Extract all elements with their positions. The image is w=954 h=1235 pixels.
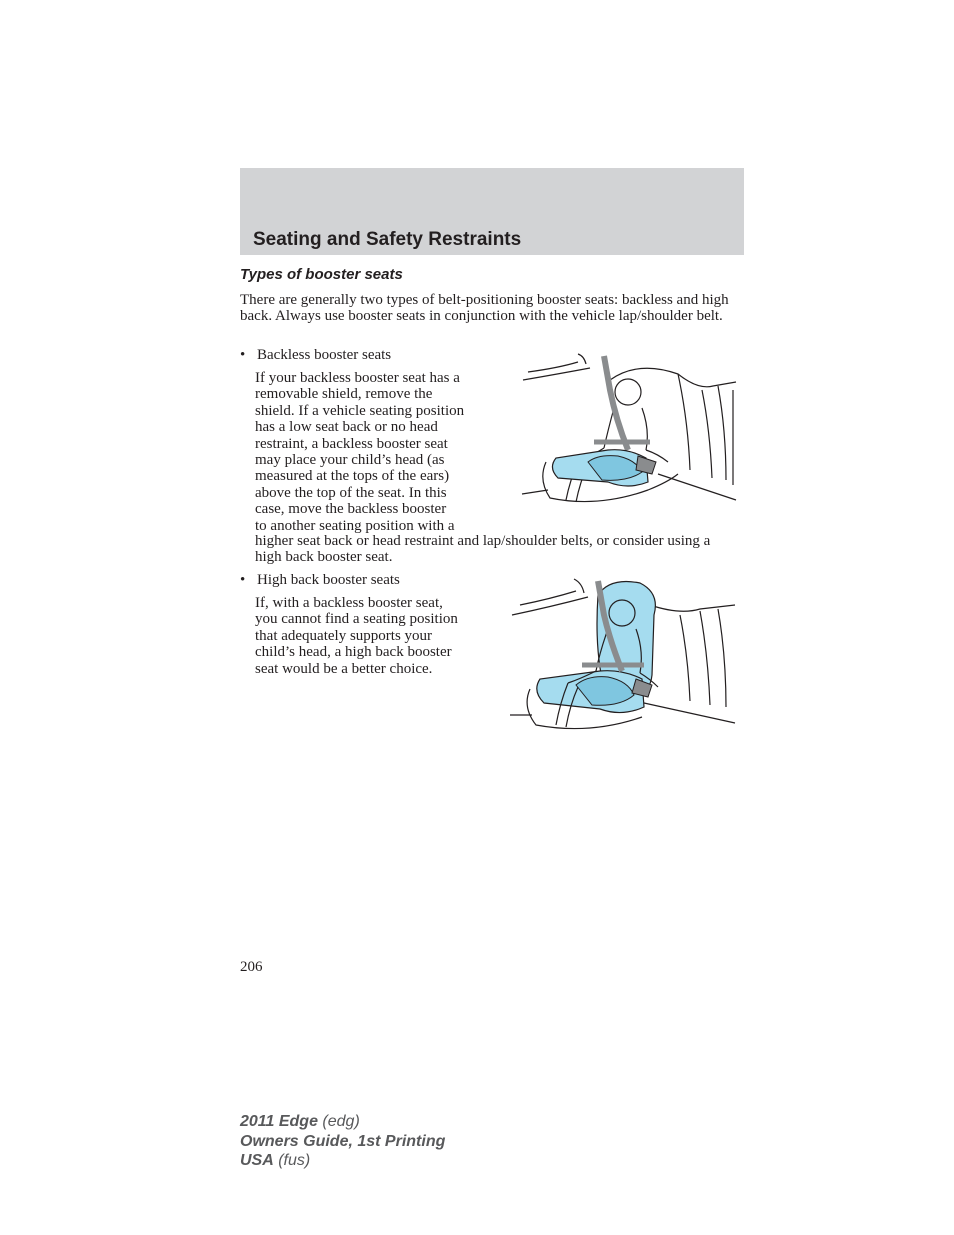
text-line: measured at the tops of the ears) xyxy=(255,468,450,485)
backless-booster-seat-illustration-icon xyxy=(518,350,740,510)
text-line: to another seating position with a xyxy=(255,517,455,534)
footer-line-market xyxy=(240,1151,445,1171)
document-footer xyxy=(240,1112,445,1171)
section-header-band xyxy=(240,168,744,255)
footer-model: 2011 Edge xyxy=(240,1113,318,1130)
intro-paragraph: There are generally two types of belt-positioning booster seats: backless and high back. Always use booster seats in conjunction with the vehicle lap/shoulder belt. xyxy=(240,292,729,325)
high-back-booster-seat-illustration-icon xyxy=(510,575,738,737)
bullet-backless xyxy=(240,347,392,363)
text-line: shield. If a vehicle seating position xyxy=(255,402,465,419)
text-line: that adequately supports your xyxy=(255,627,433,644)
footer-market-code: (fus) xyxy=(273,1152,311,1169)
footer-line-model xyxy=(240,1112,445,1132)
section-title: Seating and Safety Restraints xyxy=(253,229,522,250)
bullet-dot: • xyxy=(240,347,246,363)
high-back-paragraph xyxy=(255,595,505,677)
text-line: child’s head, a high back booster xyxy=(255,644,452,661)
page-number: 206 xyxy=(240,959,263,975)
backless-paragraph xyxy=(255,370,505,534)
text-line: has a low seat back or no head xyxy=(255,419,438,436)
subheading: Types of booster seats xyxy=(240,266,403,283)
text-line: you cannot find a seating position xyxy=(255,611,458,628)
footer-market: USA xyxy=(240,1152,274,1169)
text-line: If your backless booster seat has a xyxy=(255,370,460,386)
bullet-label: Backless booster seats xyxy=(257,347,392,363)
text-line: case, move the backless booster xyxy=(255,501,447,518)
footer-guide: Owners Guide, 1st Printing xyxy=(240,1132,446,1150)
text-line: If, with a backless booster seat, xyxy=(255,595,443,611)
backless-paragraph-continued: higher seat back or head restraint and lap/shoulder belts, or consider using a high back booster seat. xyxy=(255,533,711,566)
text-line: restraint, a backless booster seat xyxy=(255,435,448,452)
text-line: above the top of the seat. In this xyxy=(255,484,447,501)
footer-line-guide xyxy=(240,1132,445,1152)
text-line: may place your child’s head (as xyxy=(255,452,445,469)
bullet-dot: • xyxy=(240,572,246,588)
text-line: removable shield, remove the xyxy=(255,386,433,403)
bullet-label: High back booster seats xyxy=(257,572,400,588)
footer-model-code: (edg) xyxy=(317,1113,360,1130)
text-line: seat would be a better choice. xyxy=(255,660,433,677)
bullet-high-back xyxy=(240,572,400,588)
